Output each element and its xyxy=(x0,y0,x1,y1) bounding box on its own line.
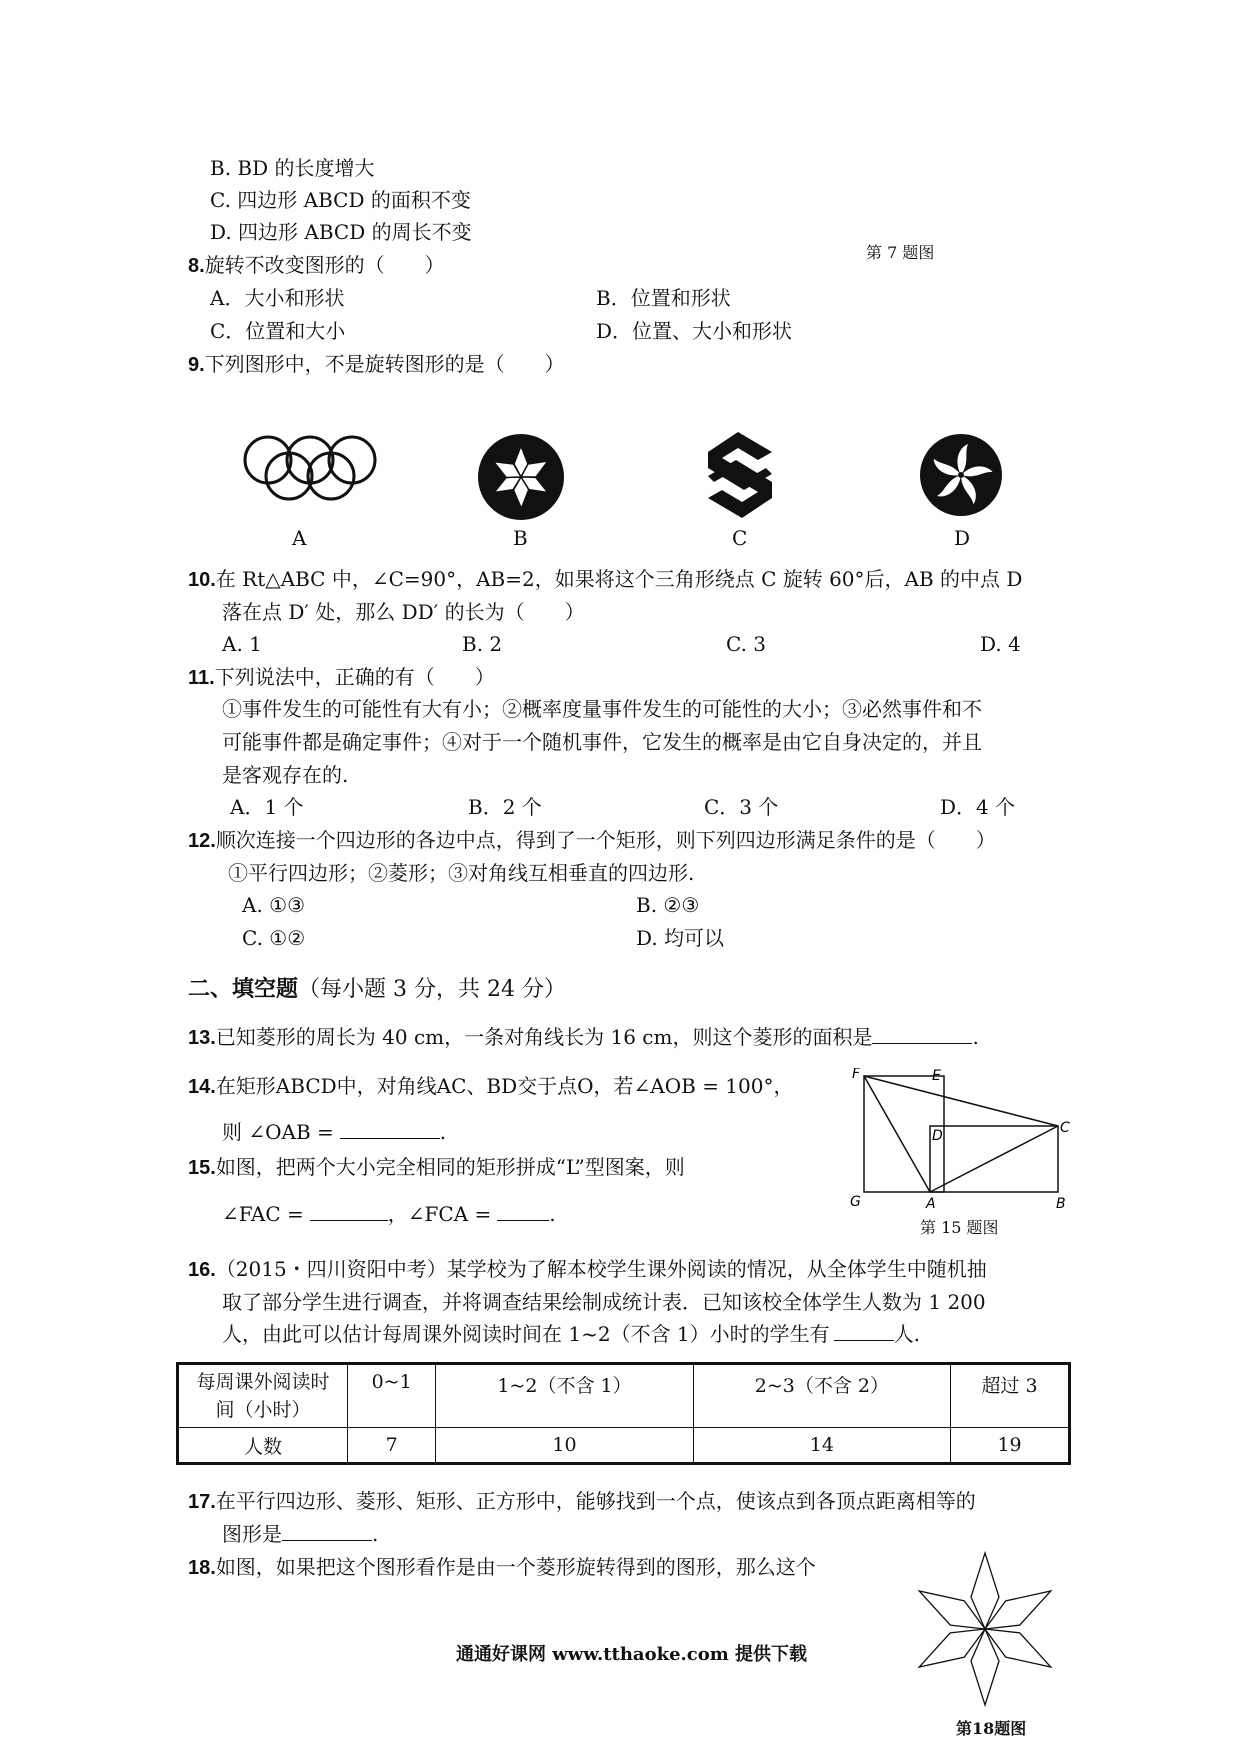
q14-stem: 在矩形ABCD中，对角线AC、BD交于点O，若∠AOB = 100°， xyxy=(215,1074,794,1098)
q13-number: 13. xyxy=(188,1027,216,1049)
q10-line1: 在 Rt△ABC 中，∠C=90°，AB=2，如果将这个三角形绕点 C 旋转 60°后，AB 的中点 D xyxy=(215,567,1023,591)
q17-question xyxy=(188,1489,976,1514)
table-row-label: 人数 xyxy=(178,1428,348,1464)
point-f-label: F xyxy=(852,1068,861,1082)
q12-option-d: D. 均可以 xyxy=(636,926,725,950)
q16-line2: 取了部分学生进行调查，并将调查结果绘制成统计表．已知该校全体学生人数为 1 200 xyxy=(222,1290,986,1314)
q11-line3: 是客观存在的. xyxy=(222,763,349,787)
q9-label-c: C xyxy=(732,526,748,550)
table-header-label-line1: 每周课外阅读时 xyxy=(196,1371,330,1393)
q7-option-c: C. 四边形 ABCD 的面积不变 xyxy=(210,188,471,212)
q14-line2-text: 则 ∠OAB = xyxy=(222,1120,334,1144)
q9-number: 9. xyxy=(188,354,205,376)
rhombus-star-figure xyxy=(904,1548,1066,1710)
q11-line1: ①事件发生的可能性有大有小；②概率度量事件发生的可能性的大小；③必然事件和不 xyxy=(222,697,982,721)
q8-number: 8. xyxy=(188,255,205,277)
q14-number: 14. xyxy=(188,1076,216,1098)
reading-time-table xyxy=(176,1362,1071,1465)
section-title-note: （每小题 3 分，共 24 分） xyxy=(298,977,566,1002)
q16-line3 xyxy=(222,1322,920,1346)
q15-question xyxy=(188,1155,685,1180)
bauhinia-flower-figure xyxy=(918,432,1004,518)
q17-line2 xyxy=(222,1522,378,1546)
q11-option-a: A．1 个 xyxy=(230,795,304,819)
footer-source: 通通好课网 www.tthaoke.com 提供下载 xyxy=(456,1644,808,1665)
table-header-label-line2: 间（小时） xyxy=(215,1399,311,1421)
q10-line2: 落在点 D′ 处，那么 DD′ 的长为（ ） xyxy=(222,600,585,624)
q9-stem: 下列图形中，不是旋转图形的是（ ） xyxy=(204,352,565,376)
q11-line2: 可能事件都是确定事件；④对于一个随机事件，它发生的概率是由它自身决定的，并且 xyxy=(222,730,982,754)
olympic-rings-figure xyxy=(240,432,380,502)
q8-option-b: B．位置和形状 xyxy=(596,286,731,310)
q16-line3-text: 人，由此可以估计每周课外阅读时间在 1~2（不含 1）小时的学生有 xyxy=(222,1322,830,1346)
q14-answer-blank[interactable] xyxy=(340,1120,440,1139)
point-c-label: C xyxy=(1060,1120,1070,1136)
q15-fca-label: ，∠FCA = xyxy=(387,1202,492,1226)
q18-figure-caption: 第18题图 xyxy=(956,1719,1027,1738)
point-g-label: G xyxy=(850,1194,861,1208)
q15-fac-blank[interactable] xyxy=(310,1202,388,1221)
q17-line1: 在平行四边形、菱形、矩形、正方形中，能够找到一个点，使该点到各顶点距离相等的 xyxy=(215,1489,976,1513)
point-e-label: E xyxy=(932,1068,941,1084)
q10-option-d: D. 4 xyxy=(980,632,1021,656)
table-header-label xyxy=(178,1364,348,1428)
hexagram-circle-figure xyxy=(476,432,566,522)
q8-option-c: C．位置和大小 xyxy=(210,319,346,343)
q11-option-c: C．3 个 xyxy=(704,795,779,819)
q11-question xyxy=(188,665,495,690)
q16-line1: （2015・四川资阳中考）某学校为了解本校学生课外阅读的情况，从全体学生中随机抽 xyxy=(215,1257,987,1281)
q10-option-a: A. 1 xyxy=(222,632,262,656)
q14-question xyxy=(188,1074,793,1099)
q18-number: 18. xyxy=(188,1557,216,1579)
q10-question xyxy=(188,567,1022,592)
table-cell: 19 xyxy=(951,1428,1070,1464)
q15-number: 15. xyxy=(188,1157,216,1179)
q9-label-b: B xyxy=(513,526,528,550)
q8-question xyxy=(188,253,445,278)
q13-question xyxy=(188,1025,979,1050)
q14-period: . xyxy=(439,1120,447,1144)
q9-question xyxy=(188,352,565,377)
q15-fca-blank[interactable] xyxy=(497,1202,549,1221)
s-logo-figure xyxy=(700,430,780,520)
q12-question xyxy=(188,828,996,853)
section-title-text: 二、填空题 xyxy=(188,977,299,1002)
q17-period: . xyxy=(372,1522,379,1546)
q16-unit: 人. xyxy=(893,1322,921,1346)
q12-option-b: B. ②③ xyxy=(636,893,700,917)
table-row xyxy=(178,1428,1070,1464)
q12-stem: 顺次连接一个四边形的各边中点，得到了一个矩形，则下列四边形满足条件的是（ ） xyxy=(215,828,996,852)
q7-figure-caption: 第 7 题图 xyxy=(866,243,935,262)
q15-fac-label: ∠FAC = xyxy=(222,1202,304,1226)
section-title xyxy=(188,972,566,1003)
q10-option-b: B. 2 xyxy=(462,632,503,656)
q10-option-c: C. 3 xyxy=(726,632,767,656)
q12-option-a: A. ①③ xyxy=(242,893,306,917)
l-shape-rectangles-figure xyxy=(850,1068,1080,1208)
table-header-cell: 2~3（不含 2） xyxy=(693,1364,950,1428)
table-header-row xyxy=(178,1364,1070,1428)
q12-number: 12. xyxy=(188,830,216,852)
table-cell: 14 xyxy=(693,1428,950,1464)
q11-option-b: B．2 个 xyxy=(468,795,542,819)
q13-stem: 已知菱形的周长为 40 cm，一条对角线长为 16 cm，则这个菱形的面积是 xyxy=(215,1025,873,1049)
q9-label-a: A xyxy=(292,526,307,550)
q16-answer-blank[interactable] xyxy=(834,1322,894,1341)
q17-answer-blank[interactable] xyxy=(282,1522,372,1541)
q11-option-d: D．4 个 xyxy=(940,795,1016,819)
q10-number: 10. xyxy=(188,569,216,591)
table-header-cell: 1~2（不含 1） xyxy=(436,1364,693,1428)
q7-option-b: B. BD 的长度增大 xyxy=(210,156,375,180)
q15-period: . xyxy=(549,1202,556,1226)
q11-stem: 下列说法中，正确的有（ ） xyxy=(214,665,495,689)
q12-line1: ①平行四边形；②菱形；③对角线互相垂直的四边形. xyxy=(228,861,695,885)
q13-period: . xyxy=(972,1025,979,1049)
q13-answer-blank[interactable] xyxy=(872,1025,972,1044)
q18-stem: 如图，如果把这个图形看作是由一个菱形旋转得到的图形，那么这个 xyxy=(215,1555,816,1579)
q7-option-d: D. 四边形 ABCD 的周长不变 xyxy=(210,220,472,244)
table-header-cell: 0~1 xyxy=(348,1364,436,1428)
q15-stem: 如图，把两个大小完全相同的矩形拼成“L”型图案，则 xyxy=(215,1155,685,1179)
q17-line2-text: 图形是 xyxy=(222,1522,282,1546)
q8-stem: 旋转不改变图形的（ ） xyxy=(204,253,445,277)
point-b-label: B xyxy=(1056,1196,1066,1208)
q18-question xyxy=(188,1555,816,1580)
table-cell: 7 xyxy=(348,1428,436,1464)
q17-number: 17. xyxy=(188,1491,216,1513)
q16-number: 16. xyxy=(188,1259,216,1281)
q8-option-a: A．大小和形状 xyxy=(210,286,345,310)
point-d-label: D xyxy=(932,1128,943,1144)
q8-option-d: D．位置、大小和形状 xyxy=(596,319,793,343)
point-a-label: A xyxy=(926,1196,936,1208)
table-cell: 10 xyxy=(436,1428,693,1464)
q15-figure-caption: 第 15 题图 xyxy=(920,1218,999,1237)
q14-line2 xyxy=(222,1120,446,1144)
table-header-cell: 超过 3 xyxy=(951,1364,1070,1428)
q15-answers xyxy=(222,1202,556,1226)
q9-label-d: D xyxy=(954,526,971,550)
q12-option-c: C. ①② xyxy=(242,926,306,950)
q16-question xyxy=(188,1257,987,1282)
q11-number: 11. xyxy=(188,667,215,689)
